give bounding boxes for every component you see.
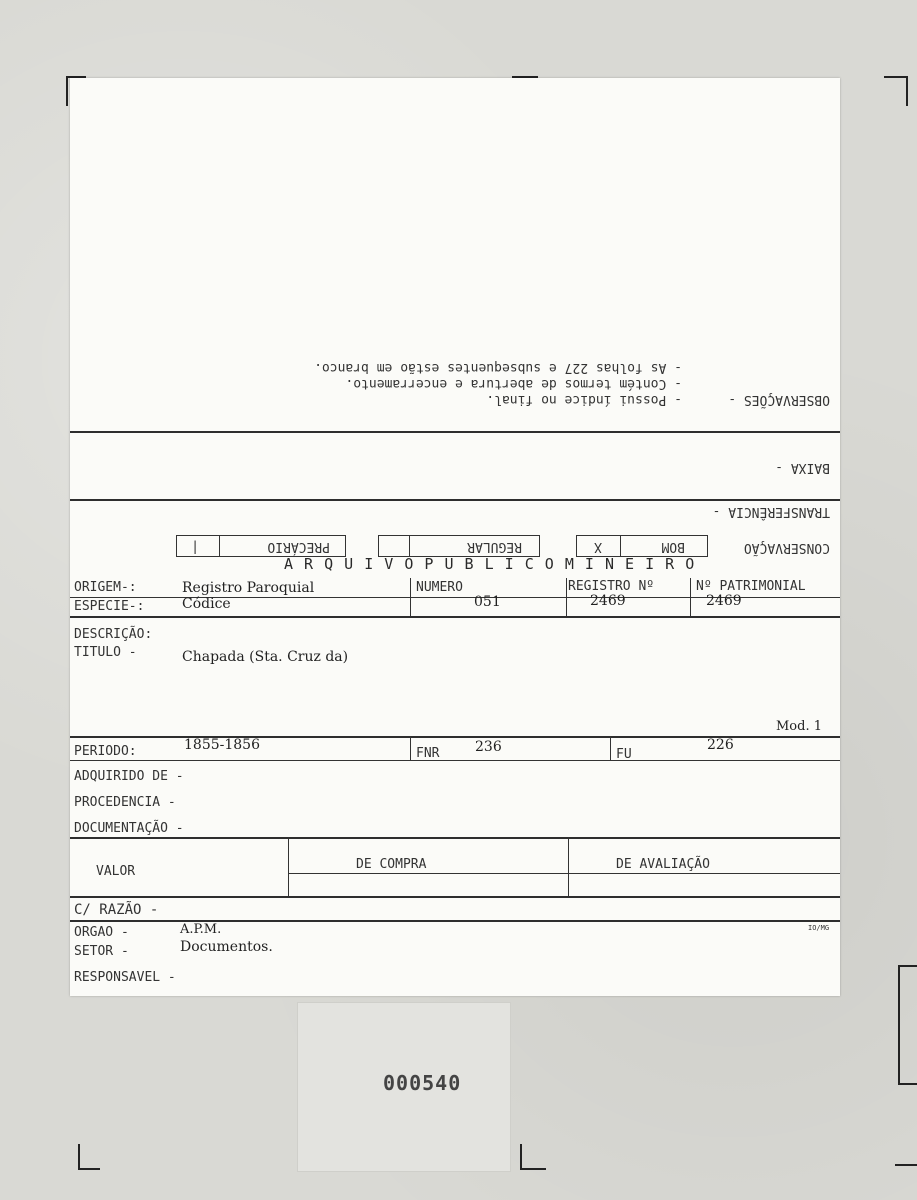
valor-label: VALOR bbox=[96, 864, 136, 879]
patrimonial-label: Nº PATRIMONIAL bbox=[696, 579, 806, 594]
crop-mark-bottom-left-h bbox=[78, 1168, 100, 1170]
crop-mark-bottom-right bbox=[895, 1164, 917, 1166]
descricao-label: DESCRIÇÃO: bbox=[74, 627, 153, 642]
precario-mark: | bbox=[191, 540, 199, 555]
numero-value: 051 bbox=[474, 594, 501, 610]
razao-label: C/ RAZÃO - bbox=[74, 902, 159, 918]
titulo-label: TITULO - bbox=[74, 645, 137, 660]
documentacao-rule bbox=[70, 837, 840, 839]
patrimonial-value: 2469 bbox=[706, 593, 742, 609]
baixa-rule bbox=[70, 431, 840, 433]
conservacao-label: CONSERVAÇÃO bbox=[743, 540, 830, 555]
crop-mark-right-bracket-top bbox=[898, 965, 917, 967]
fu-divider bbox=[610, 736, 611, 760]
periodo-bottom-rule bbox=[70, 760, 840, 761]
fu-label: FU bbox=[616, 747, 632, 762]
transferencia-rule bbox=[70, 499, 840, 501]
baixa-label: BAIXA - bbox=[775, 460, 830, 475]
registro-value: 2469 bbox=[590, 593, 626, 609]
printer-code: IO/MG bbox=[808, 924, 830, 932]
crop-mark-right-bracket bbox=[898, 965, 900, 1085]
documentacao-label: DOCUMENTAÇÃO - bbox=[74, 821, 184, 836]
observacao-line-1: - Possui índice no final. bbox=[486, 392, 682, 407]
institution-header: A R Q U I V O P U B L I C O M I N E I R O bbox=[284, 555, 696, 573]
patrimonial-divider bbox=[690, 578, 691, 618]
regular-label: REGULAR bbox=[467, 539, 522, 554]
crop-mark-top-right-v bbox=[906, 76, 908, 106]
crop-mark-bottom-center bbox=[520, 1144, 522, 1170]
fu-value: 226 bbox=[707, 737, 734, 753]
fnr-divider bbox=[410, 736, 411, 760]
fnr-label: FNR bbox=[416, 746, 440, 761]
registro-label: REGISTRO Nº bbox=[568, 579, 655, 594]
observacao-line-3: - As folhas 227 e subsequentes estão em branco. bbox=[314, 360, 682, 375]
especie-value: Códice bbox=[182, 596, 231, 612]
orgao-label: ORGAO - bbox=[74, 925, 129, 940]
crop-mark-bottom-left bbox=[78, 1144, 80, 1170]
crop-mark-right-bracket-bottom bbox=[898, 1083, 917, 1085]
crop-mark-top-right bbox=[884, 76, 908, 78]
avaliacao-label: DE AVALIAÇÃO bbox=[616, 857, 710, 872]
regular-divider bbox=[409, 535, 410, 557]
numero-label: NUMERO bbox=[416, 580, 463, 595]
setor-value: Documentos. bbox=[180, 939, 273, 955]
procedencia-label: PROCEDENCIA - bbox=[74, 795, 176, 810]
bom-label: BOM bbox=[661, 539, 685, 554]
origem-label: ORIGEM-: bbox=[74, 580, 137, 595]
valor-divider bbox=[288, 837, 289, 896]
bom-mark: X bbox=[594, 539, 602, 554]
origem-value: Registro Paroquial bbox=[182, 580, 315, 596]
responsavel-label: RESPONSAVEL - bbox=[74, 970, 176, 985]
periodo-value: 1855-1856 bbox=[184, 737, 260, 753]
orgao-value: A.P.M. bbox=[180, 922, 222, 937]
numero-divider bbox=[410, 578, 411, 618]
reverse-section bbox=[70, 328, 840, 563]
bom-divider bbox=[620, 535, 621, 557]
page-number-stamp: 000540 bbox=[383, 1071, 462, 1095]
registro-divider bbox=[566, 578, 567, 618]
compra-rule bbox=[288, 873, 840, 874]
precario-label: PRECÁRIO bbox=[267, 539, 330, 554]
periodo-label: PERIODO: bbox=[74, 744, 137, 759]
adquirido-label: ADQUIRIDO DE - bbox=[74, 769, 184, 784]
titulo-value: Chapada (Sta. Cruz da) bbox=[182, 649, 349, 665]
transferencia-label: TRANSFERÊNCIA - bbox=[712, 504, 830, 519]
header-bottom-rule bbox=[70, 616, 840, 618]
observacao-line-2: - Contém termos de abertura e encerramento. bbox=[345, 376, 682, 391]
avaliacao-divider bbox=[568, 837, 569, 896]
observacoes-label: OBSERVAÇÕES - bbox=[728, 392, 830, 407]
valor-bottom-rule bbox=[70, 896, 840, 898]
compra-label: DE COMPRA bbox=[356, 857, 427, 872]
model-number: Mod. 1 bbox=[776, 719, 822, 734]
setor-label: SETOR - bbox=[74, 944, 129, 959]
crop-mark-top-left bbox=[66, 76, 68, 106]
precario-divider bbox=[219, 535, 220, 557]
catalog-card bbox=[70, 78, 840, 996]
crop-mark-bottom-center-h bbox=[520, 1168, 546, 1170]
fnr-value: 236 bbox=[475, 739, 502, 755]
especie-label: ESPECIE-: bbox=[74, 599, 145, 614]
